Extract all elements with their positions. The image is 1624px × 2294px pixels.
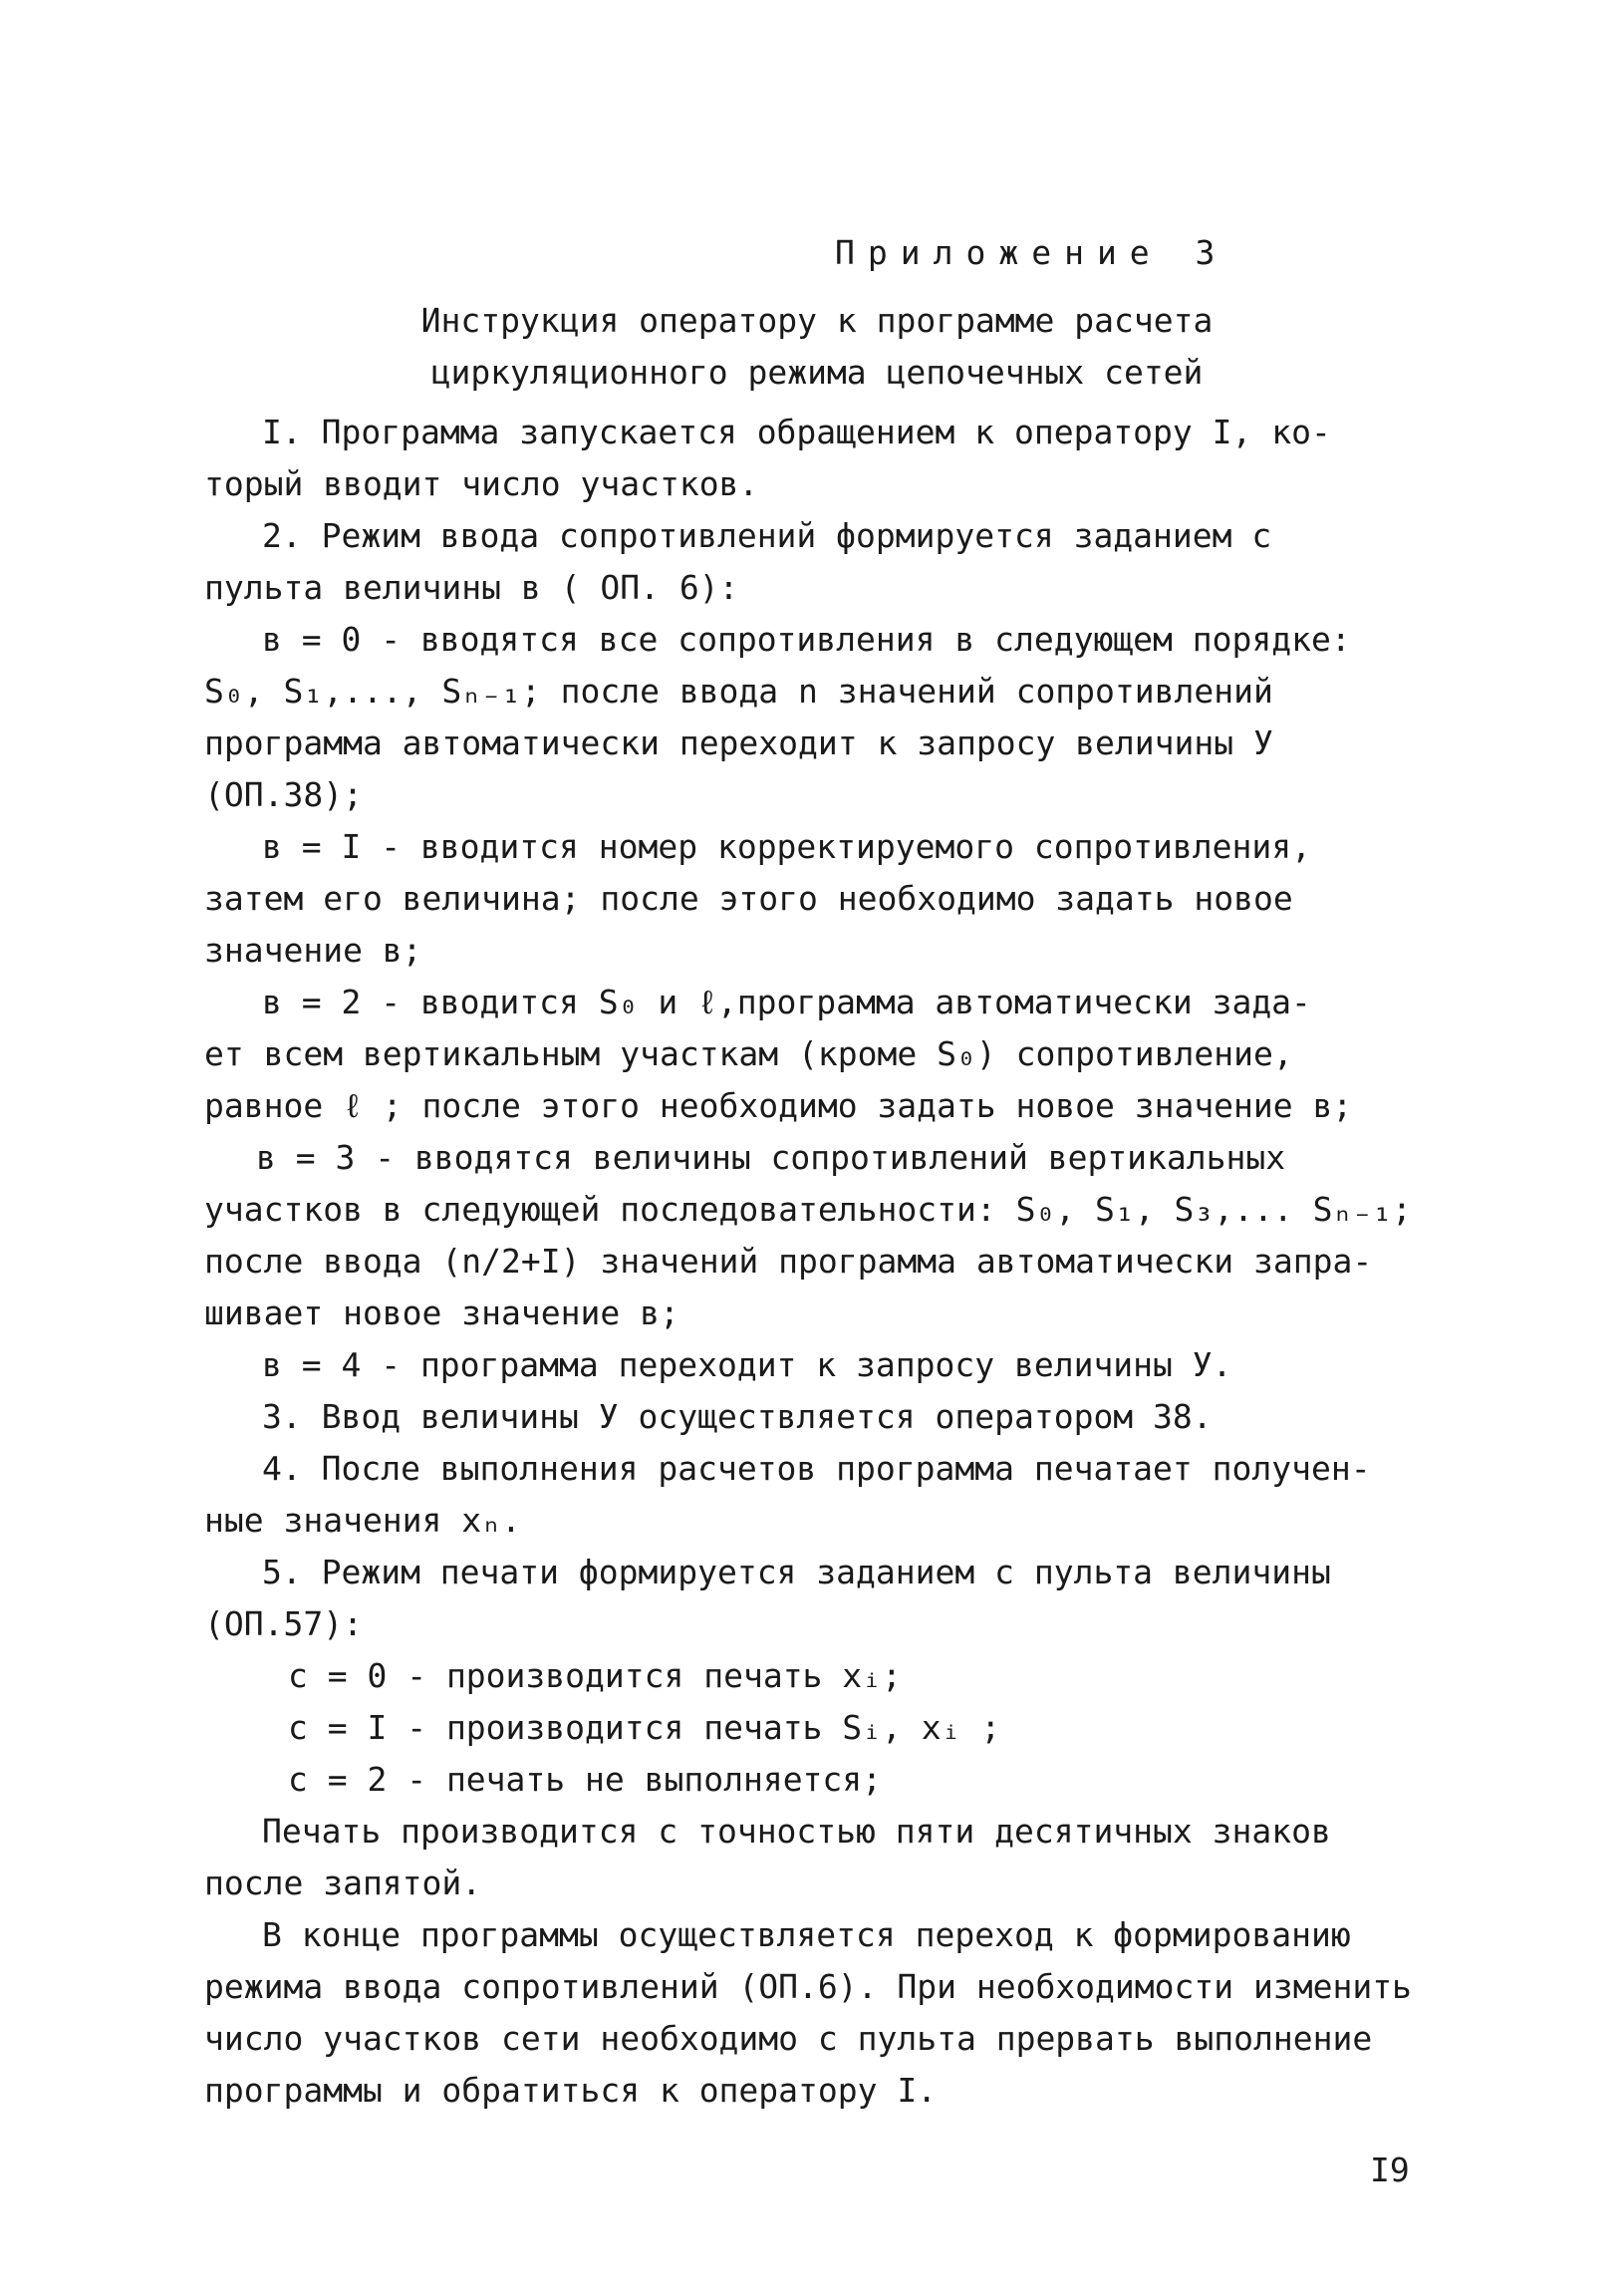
text-line: В конце программы осуществляется переход к формированию [262,1915,1351,1954]
text-line: программы и обратиться к оператору I. [204,2071,938,2110]
text-line: торый вводит число участков. [204,464,759,503]
text-line: участков в следующей последовательности: S₀, S₁, S₃,... Sₙ₋₁; [204,1190,1412,1229]
title-line-2: циркуляционного режима цепочечных сетей [430,353,1204,392]
text-line: после запятой. [204,1864,482,1902]
text-line: ные значения xₙ. [204,1501,521,1540]
text-line: в = I - вводится номер корректируемого сопротивления, [262,827,1311,866]
text-line: в = 3 - вводятся величины сопротивлений вертикальных [256,1138,1286,1177]
text-line: ет всем вертикальным участкам (кроме S₀) сопротивление, [204,1034,1293,1073]
page-number: I9 [1370,2151,1410,2189]
text-line: S₀, S₁,..., Sₙ₋₁; после ввода n значений сопротивлений [204,672,1273,711]
text-line: с = I - производится печать Sᵢ, xᵢ ; [288,1708,1001,1747]
text-line: число участков сети необходимо с пульта прервать выполнение [204,2019,1373,2058]
title-line-1: Инструкция оператору к программе расчета [420,301,1214,340]
text-line: с = 0 - производится печать xᵢ; [288,1656,902,1695]
document-title [299,295,1335,399]
text-line: режима ввода сопротивлений (ОП.6). При необходимости изменить [204,1967,1412,2006]
text-line: в = 0 - вводятся все сопротивления в следующем порядке: [262,620,1351,659]
text-line: затем его величина; после этого необходимо задать новое [204,879,1293,918]
text-line: Печать производится с точностью пяти десятичных знаков [262,1812,1331,1851]
text-line: 4. После выполнения расчетов программа печатает получен- [262,1449,1371,1488]
text-line: I. Программа запускается обращением к оператору I, ко- [262,413,1331,451]
text-line: равное ℓ ; после этого необходимо задать новое значение в; [204,1086,1353,1125]
appendix-heading: Приложение 3 [835,233,1228,272]
text-line: 3. Ввод величины У осуществляется оператором 38. [262,1397,1213,1436]
text-line: 2. Режим ввода сопротивлений формируется заданием с [262,516,1272,555]
text-line: 5. Режим печати формируется заданием с пульта величины [262,1553,1331,1591]
text-line: шивает новое значение в; [204,1293,679,1332]
text-line: (ОП.38); [204,775,363,814]
document-body [204,407,1465,2117]
text-line: пульта величины в ( ОП. 6): [204,568,739,607]
text-line: значение в; [204,931,422,970]
text-line: в = 2 - вводится S₀ и ℓ,программа автоматически зада- [262,983,1311,1021]
text-line: после ввода (n/2+I) значений программа автоматически запра- [204,1242,1373,1281]
text-line: (ОП.57): [204,1604,363,1643]
text-line: программа автоматически переходит к запросу величины У [204,723,1273,762]
text-line: в = 4 - программа переходит к запросу величины У. [262,1345,1232,1384]
text-line: с = 2 - печать не выполняется; [288,1760,883,1799]
